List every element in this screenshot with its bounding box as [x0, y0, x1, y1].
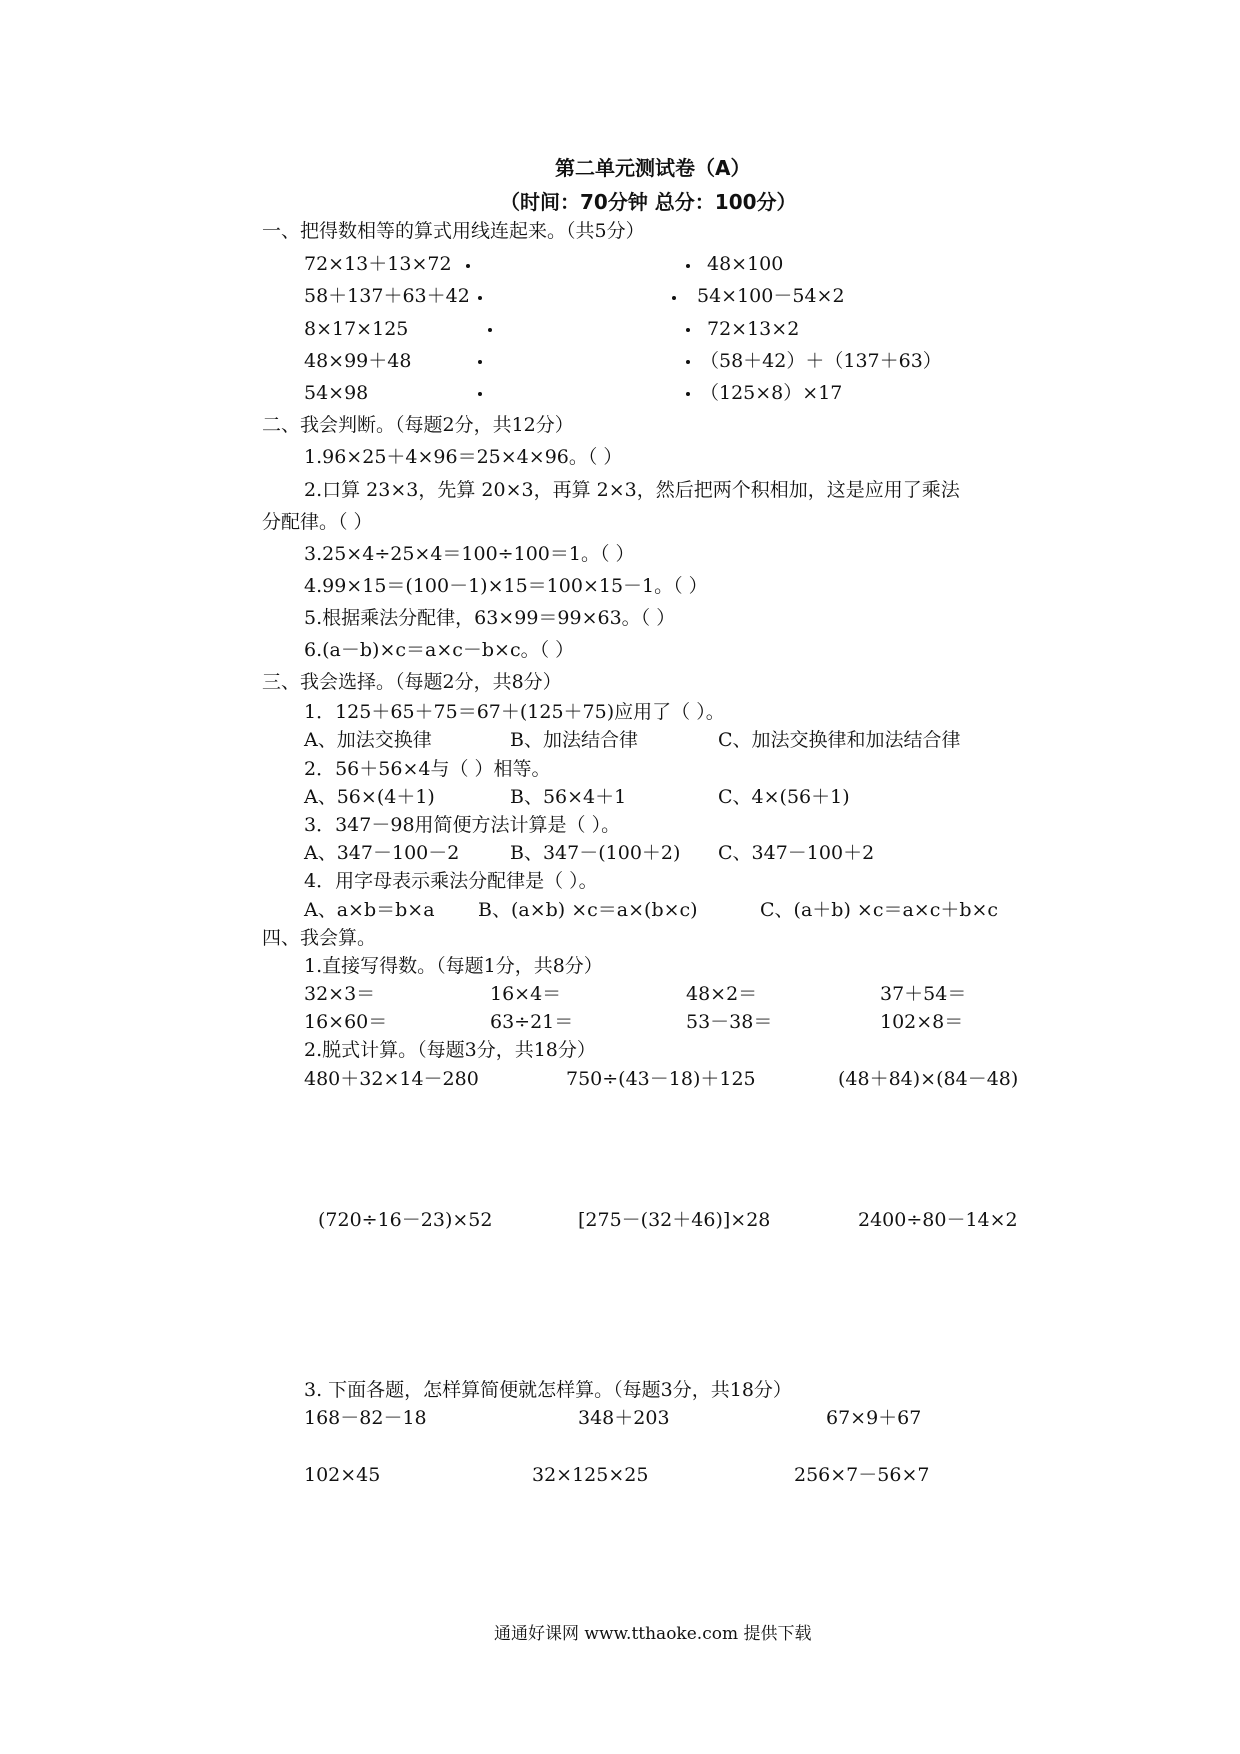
judge-question-6: 6.(a－b)×c＝a×c－b×c。（ ）: [304, 639, 575, 661]
simplify-calc-heading: 3. 下面各题，怎样算简便就怎样算。（每题3分，共18分）: [304, 1379, 792, 1401]
match-dot-right-3[interactable]: [686, 328, 690, 332]
match-dot-left-1[interactable]: [466, 264, 470, 268]
match-left-4: 48×99＋48: [304, 350, 412, 372]
match-dot-right-2[interactable]: [672, 296, 676, 300]
choice-option-1c: C、加法交换律和加法结合律: [718, 729, 961, 751]
choice-question-1: 1．125＋65＋75＝67＋(125＋75)应用了（ ）。: [304, 701, 725, 723]
match-dot-left-4[interactable]: [478, 360, 482, 364]
match-right-2: 54×100－54×2: [697, 285, 845, 307]
choice-option-3a: A、347－100－2: [304, 842, 460, 864]
choice-option-3c: C、347－100＋2: [718, 842, 875, 864]
step-calc-2: 750÷(43－18)＋125: [566, 1068, 756, 1090]
choice-question-2: 2．56＋56×4与（ ）相等。: [304, 758, 551, 780]
match-right-5: （125×8）×17: [700, 382, 843, 404]
page-subtitle: （时间：70分钟 总分：100分）: [500, 190, 797, 214]
simplify-calc-1: 168－82－18: [304, 1407, 427, 1429]
page-title: 第二单元测试卷（A）: [555, 156, 751, 180]
simplify-calc-5: 32×125×25: [532, 1464, 649, 1486]
choice-question-4: 4．用字母表示乘法分配律是（ ）。: [304, 870, 598, 892]
direct-calc-7: 53－38＝: [686, 1011, 773, 1033]
section2-heading: 二、我会判断。（每题2分，共12分）: [262, 414, 574, 436]
judge-question-2: 2.口算 23×3，先算 20×3，再算 2×3，然后把两个积相加，这是应用了乘法: [304, 479, 960, 501]
judge-question-2-cont: 分配律。（ ）: [262, 511, 373, 533]
direct-calc-1: 32×3＝: [304, 983, 376, 1005]
judge-question-3: 3.25×4÷25×4＝100÷100＝1。（ ）: [304, 543, 635, 565]
direct-calc-3: 48×2＝: [686, 983, 758, 1005]
step-calc-3: (48＋84)×(84－48): [838, 1068, 1019, 1090]
judge-question-5: 5.根据乘法分配律，63×99＝99×63。（ ）: [304, 607, 676, 629]
choice-option-3b: B、347－(100＋2): [510, 842, 681, 864]
step-calc-4: (720÷16－23)×52: [318, 1209, 493, 1231]
choice-option-4a: A、a×b＝b×a: [304, 899, 435, 921]
match-left-3: 8×17×125: [304, 318, 409, 340]
match-left-1: 72×13＋13×72: [304, 253, 452, 275]
step-calc-6: 2400÷80－14×2: [858, 1209, 1018, 1231]
section3-heading: 三、我会选择。（每题2分，共8分）: [262, 671, 562, 693]
match-right-1: 48×100: [707, 253, 784, 275]
direct-calc-6: 63÷21＝: [490, 1011, 574, 1033]
simplify-calc-3: 67×9＋67: [826, 1407, 922, 1429]
judge-question-4: 4.99×15＝(100－1)×15＝100×15－1。（ ）: [304, 575, 708, 597]
choice-option-2c: C、4×(56＋1): [718, 786, 850, 808]
match-right-3: 72×13×2: [707, 318, 800, 340]
choice-option-2b: B、56×4＋1: [510, 786, 627, 808]
match-dot-left-2[interactable]: [478, 296, 482, 300]
match-right-4: （58＋42）＋（137＋63）: [700, 350, 942, 372]
step-calc-1: 480＋32×14－280: [304, 1068, 479, 1090]
match-left-5: 54×98: [304, 382, 369, 404]
step-calc-heading: 2.脱式计算。（每题3分，共18分）: [304, 1039, 596, 1061]
choice-option-4b: B、(a×b) ×c＝a×(b×c): [478, 899, 698, 921]
direct-calc-heading: 1.直接写得数。（每题1分，共8分）: [304, 955, 603, 977]
choice-option-4c: C、(a＋b) ×c＝a×c＋b×c: [760, 899, 999, 921]
section4-heading: 四、我会算。: [262, 927, 377, 949]
match-dot-right-1[interactable]: [686, 264, 690, 268]
choice-option-1a: A、加法交换律: [304, 729, 432, 751]
choice-option-1b: B、加法结合律: [510, 729, 638, 751]
section1-heading: 一、把得数相等的算式用线连起来。（共5分）: [262, 220, 645, 242]
match-dot-left-5[interactable]: [478, 392, 482, 396]
match-dot-right-4[interactable]: [686, 360, 690, 364]
match-left-2: 58＋137＋63＋42: [304, 285, 470, 307]
simplify-calc-6: 256×7－56×7: [794, 1464, 930, 1486]
simplify-calc-2: 348＋203: [578, 1407, 670, 1429]
choice-question-3: 3．347－98用简便方法计算是（ ）。: [304, 814, 621, 836]
match-dot-right-5[interactable]: [686, 392, 690, 396]
judge-question-1: 1.96×25＋4×96＝25×4×96。（ ）: [304, 446, 623, 468]
match-dot-left-3[interactable]: [488, 328, 492, 332]
direct-calc-8: 102×8＝: [880, 1011, 964, 1033]
simplify-calc-4: 102×45: [304, 1464, 381, 1486]
footer-text: 通通好课网 www.tthaoke.com 提供下载: [494, 1624, 812, 1644]
choice-option-2a: A、56×(4＋1): [304, 786, 435, 808]
step-calc-5: [275－(32＋46)]×28: [578, 1209, 771, 1231]
direct-calc-5: 16×60＝: [304, 1011, 388, 1033]
direct-calc-4: 37＋54＝: [880, 983, 967, 1005]
direct-calc-2: 16×4＝: [490, 983, 562, 1005]
